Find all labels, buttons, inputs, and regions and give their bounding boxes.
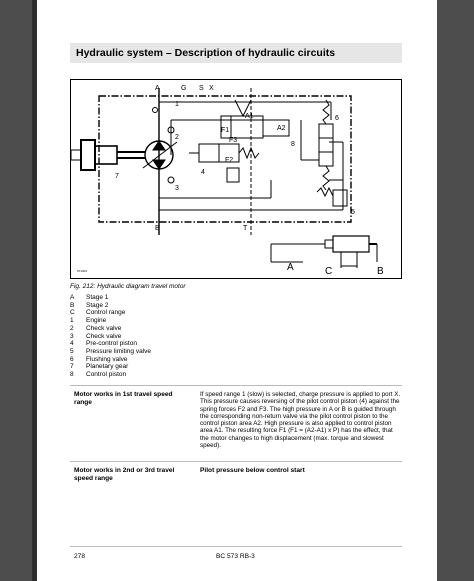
legend-key: 1: [70, 317, 74, 325]
legend-value: Stage 1: [86, 294, 109, 301]
legend-key: 7: [70, 363, 74, 371]
label-port-t: T: [243, 225, 248, 232]
label-port-x: X: [209, 85, 214, 92]
label-3: 3: [175, 185, 179, 192]
legend-key: 8: [70, 371, 74, 379]
figure-caption: Fig. 212: Hydraulic diagram travel motor: [70, 283, 186, 290]
page-number: 278: [74, 553, 86, 560]
label-5: 5: [351, 209, 355, 216]
label-port-g: G: [181, 85, 187, 92]
legend-item: [70, 340, 151, 348]
inset-label-c: C: [325, 266, 333, 277]
legend-key: 5: [70, 347, 74, 355]
section-text-speed-1: If speed range 1 (slow) is selected, charge pressure is applied to port X. This pressure causes reversing of the pilot control piston (4) against the spring forces F2 and F3. The high pressure in A or B is guided through the corresponding non-return valve via the pilot control piston to the control piston area A2. High pressure is also applied to control piston area A1. The resulting force F1 (F1 = (A2-A1) x P) has the effect, that the motor changes to high displacement (max. torque and slowest speed).: [200, 391, 401, 450]
legend-value: Check valve: [86, 324, 122, 332]
section-label-speed-2-3: Motor works in 2nd or 3rd travel speed range: [74, 467, 175, 482]
legend-value: Control range: [86, 309, 126, 317]
label-8: 8: [291, 141, 295, 148]
inset-label-b: B: [377, 266, 384, 277]
label-port-a: A: [155, 85, 160, 92]
legend-value: Engine: [86, 317, 107, 325]
footer-divider: [70, 546, 402, 547]
legend-key: 6: [70, 355, 74, 363]
legend-value: Planetary gear: [86, 363, 129, 371]
section-header: [70, 43, 402, 63]
legend-value: Check valve: [86, 332, 122, 340]
legend-value: Flushing valve: [86, 355, 128, 363]
section-divider: [70, 461, 402, 462]
legend-value: Stage 2: [86, 301, 109, 309]
label-f2: F2: [225, 157, 234, 164]
legend-value: Pressure limiting valve: [86, 347, 152, 355]
label-f3: F3: [229, 137, 238, 144]
section-label-speed-1: Motor works in 1st travel speed range: [74, 391, 173, 406]
hydraulic-diagram: [70, 79, 402, 279]
label-a2: A2: [277, 125, 286, 132]
label-port-s: S: [199, 85, 204, 92]
legend-key: C: [70, 309, 75, 317]
label-port-b: B: [155, 225, 160, 232]
legend-item: [70, 363, 151, 371]
diagram-code: 071004: [77, 269, 88, 273]
legend-key: 3: [70, 332, 74, 340]
legend-value: Control piston: [86, 371, 127, 379]
legend-item: [70, 302, 151, 310]
section-text-speed-2-3: Pilot pressure below control start: [200, 467, 305, 474]
legend-item: [70, 348, 151, 356]
legend-key: B: [70, 301, 75, 309]
section-divider: [70, 385, 402, 386]
legend-item: [70, 317, 151, 325]
label-4: 4: [201, 169, 205, 176]
section-title: Hydraulic system – Description of hydraulic circuits: [76, 47, 336, 59]
label-f1: F1: [221, 127, 230, 134]
legend-item: [70, 333, 151, 341]
figure-legend: [70, 294, 151, 379]
legend-item: [70, 371, 151, 379]
legend-value: Pre-control piston: [86, 340, 137, 348]
label-1: 1: [175, 101, 179, 108]
document-code: BC 573 RB-3: [216, 553, 255, 560]
legend-key: 4: [70, 340, 74, 348]
legend-key: 2: [70, 324, 74, 332]
legend-key: A: [70, 294, 75, 301]
label-a1: A1: [245, 113, 254, 120]
legend-item: [70, 294, 151, 302]
legend-item: [70, 309, 151, 317]
inset-label-a: A: [287, 262, 294, 273]
legend-item: [70, 325, 151, 333]
label-6: 6: [335, 115, 339, 122]
legend-item: [70, 356, 151, 364]
label-7: 7: [115, 173, 119, 180]
label-2: 2: [175, 134, 179, 141]
